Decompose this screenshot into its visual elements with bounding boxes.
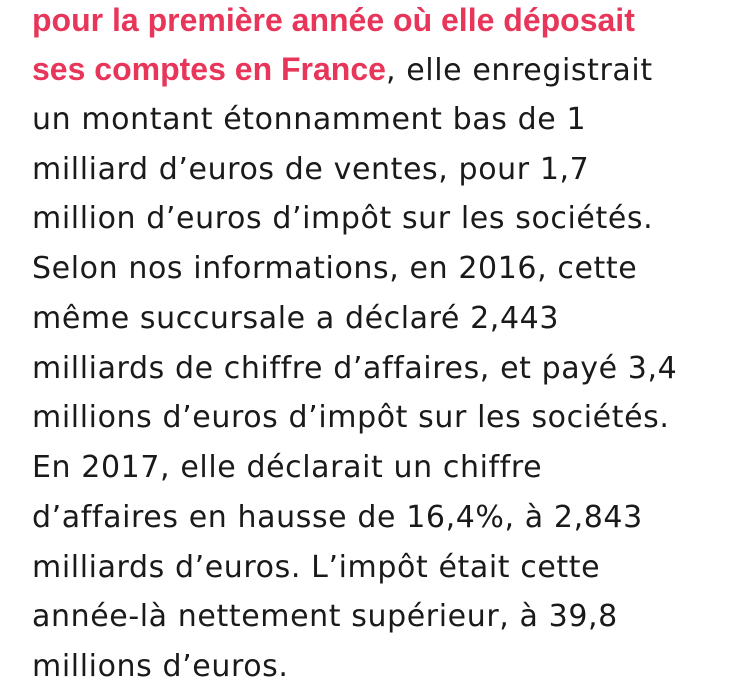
line-text: , elle enregistrait	[385, 53, 653, 88]
article-line: un montant étonnamment bas de 1	[32, 102, 587, 137]
highlighted-text: ses comptes en France	[32, 51, 386, 87]
article-line: milliard d’euros de ventes, pour 1,7	[32, 152, 590, 187]
article-line	[32, 45, 653, 95]
article-line: année-là nettement supérieur, à 39,8	[32, 599, 618, 634]
article-line: En 2017, elle déclarait un chiffre	[32, 450, 543, 485]
article-line: millions d’euros d’impôt sur les sociétés.	[32, 400, 670, 435]
article-line: milliards d’euros. L’impôt était cette	[32, 550, 601, 585]
article-line	[32, 0, 635, 46]
article-line: million d’euros d’impôt sur les sociétés.	[32, 201, 654, 236]
article-line: milliards de chiffre d’affaires, et payé 3,4	[32, 351, 678, 386]
highlighted-text: pour la première année où elle déposait	[32, 2, 635, 38]
article-line: même succursale a déclaré 2,443	[32, 301, 560, 336]
article-line: millions d’euros.	[32, 649, 289, 684]
article-line: d’affaires en hausse de 16,4%, à 2,843	[32, 500, 643, 535]
article-line: Selon nos informations, en 2016, cette	[32, 251, 638, 286]
